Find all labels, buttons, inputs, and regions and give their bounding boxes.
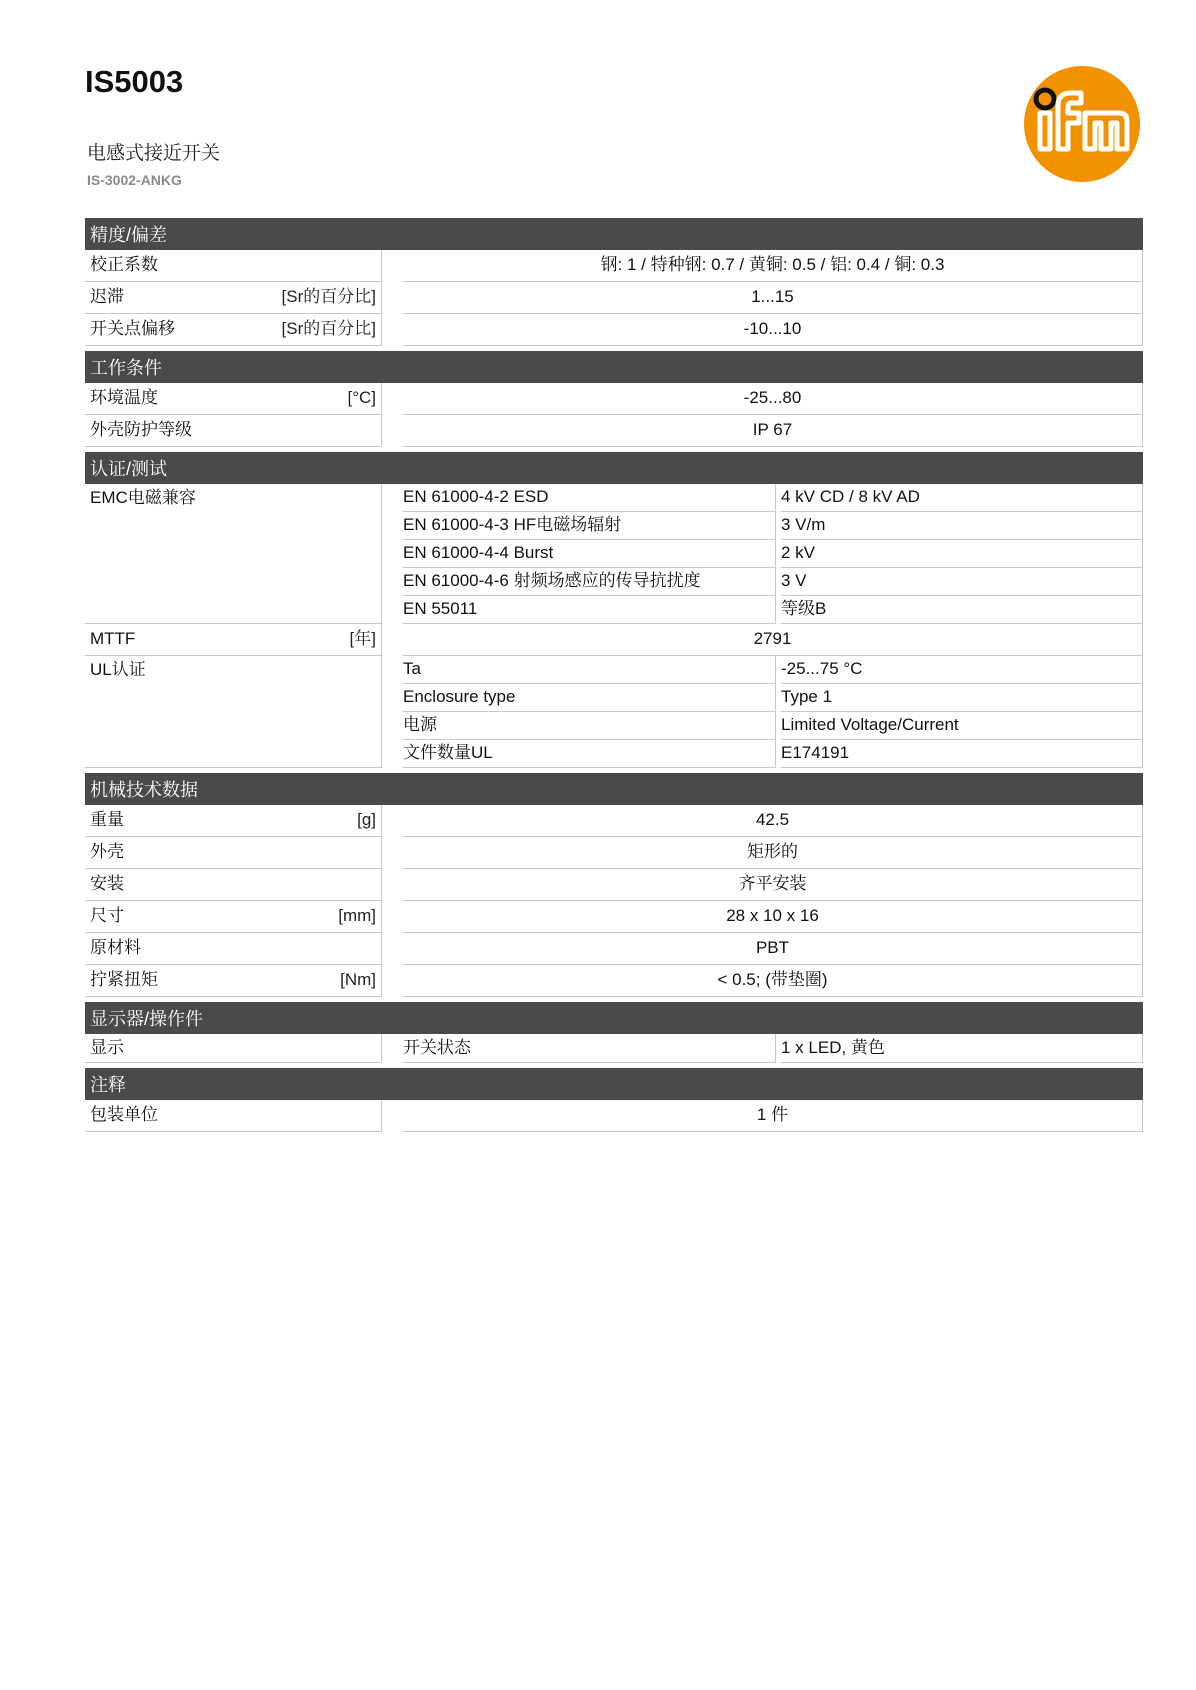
spec-row-weight [85,805,1143,837]
product-subtitle: 电感式接近开关 [87,143,221,164]
ul-row [403,712,1143,740]
unit-text: [Sr的百分比] [281,287,376,306]
spec-label [85,282,382,314]
spec-row-dimensions [85,901,1143,933]
display-row [403,1034,1143,1063]
label-text: UL认证 [90,660,146,679]
label-text: 尺寸 [90,906,124,925]
spec-label [85,933,382,965]
spec-table [85,218,1143,1132]
spec-row-ul [85,656,1143,768]
unit-text: [年] [349,629,376,648]
emc-row [403,596,1143,624]
spec-value: < 0.5; (带垫圈) [403,965,1143,997]
ul-item-name: Ta [403,656,776,684]
ul-item-value: Type 1 [781,684,1143,712]
label-text: 安装 [90,874,124,893]
spec-value: 钢: 1 / 特种钢: 0.7 / 黄铜: 0.5 / 铝: 0.4 / 铜: 0.3 [403,250,1143,282]
spec-label [85,314,382,346]
emc-row [403,540,1143,568]
emc-row [403,568,1143,596]
spec-value: 42.5 [403,805,1143,837]
emc-test-value: 等级B [781,596,1143,624]
ul-row [403,656,1143,684]
spec-label [85,1034,382,1063]
section-header-mechanical: 机械技术数据 [85,773,1143,805]
ul-row [403,740,1143,768]
label-text: 重量 [90,810,124,829]
section-header-operating: 工作条件 [85,351,1143,383]
spec-label [85,624,382,656]
emc-test-name: EN 61000-4-4 Burst [403,540,776,568]
spec-row-packaging-unit [85,1100,1143,1132]
emc-row [403,484,1143,512]
spec-label [85,901,382,933]
spec-value: 28 x 10 x 16 [403,901,1143,933]
spec-value: 1 件 [403,1100,1143,1132]
unit-text: [Sr的百分比] [281,319,376,338]
spec-label [85,656,382,768]
section-header-approvals: 认证/测试 [85,452,1143,484]
spec-label [85,837,382,869]
unit-text: [Nm] [340,970,376,989]
spec-value: 矩形的 [403,837,1143,869]
spec-value: IP 67 [403,415,1143,447]
spec-row-switch-point-drift [85,314,1143,346]
emc-test-value: 2 kV [781,540,1143,568]
emc-sub-table [403,484,1143,624]
display-item-value: 1 x LED, 黄色 [781,1034,1143,1063]
ul-item-name: Enclosure type [403,684,776,712]
ul-sub-table [403,656,1143,768]
spec-label [85,250,382,282]
ifm-logo [1023,65,1141,183]
spec-value: -25...80 [403,383,1143,415]
spec-row-display [85,1034,1143,1063]
label-text: 拧紧扭矩 [90,970,158,989]
label-text: 外壳 [90,842,124,861]
ul-item-value: Limited Voltage/Current [781,712,1143,740]
ul-item-value: -25...75 °C [781,656,1143,684]
spec-row-hysteresis [85,282,1143,314]
spec-label [85,869,382,901]
spec-value: PBT [403,933,1143,965]
spec-label [85,965,382,997]
display-sub-table [403,1034,1143,1063]
label-text: EMC电磁兼容 [90,488,196,507]
section-header-precision: 精度/偏差 [85,218,1143,250]
emc-test-name: EN 61000-4-3 HF电磁场辐射 [403,512,776,540]
emc-test-value: 3 V/m [781,512,1143,540]
spec-row-correction-factor [85,250,1143,282]
label-text: 外壳防护等级 [90,420,192,439]
spec-label [85,415,382,447]
spec-value: 齐平安装 [403,869,1143,901]
spec-row-mttf [85,624,1143,656]
spec-row-housing [85,837,1143,869]
emc-test-name: EN 61000-4-6 射频场感应的传导抗扰度 [403,568,776,596]
spec-label [85,805,382,837]
spec-row-mounting [85,869,1143,901]
label-text: 原材料 [90,938,141,957]
unit-text: [°C] [347,388,376,407]
emc-test-value: 4 kV CD / 8 kV AD [781,484,1143,512]
spec-value: -10...10 [403,314,1143,346]
label-text: 显示 [90,1038,124,1057]
label-text: 包装单位 [90,1105,158,1124]
label-text: MTTF [90,629,136,648]
spec-row-protection-rating [85,415,1143,447]
spec-label [85,1100,382,1132]
section-header-display: 显示器/操作件 [85,1002,1143,1034]
label-text: 环境温度 [90,388,158,407]
emc-row [403,512,1143,540]
spec-value: 1...15 [403,282,1143,314]
section-header-notes: 注释 [85,1068,1143,1100]
spec-row-emc [85,484,1143,624]
spec-label [85,383,382,415]
label-text: 开关点偏移 [90,319,175,338]
emc-test-name: EN 55011 [403,596,776,624]
ul-item-name: 文件数量UL [403,740,776,768]
product-code: IS-3002-ANKG [87,172,182,188]
label-text: 迟滞 [90,287,124,306]
spec-row-material [85,933,1143,965]
unit-text: [g] [357,810,376,829]
spec-label [85,484,382,624]
spec-value: 2791 [403,624,1143,656]
unit-text: [mm] [338,906,376,925]
ul-item-name: 电源 [403,712,776,740]
label-text: 校正系数 [90,255,158,274]
emc-test-value: 3 V [781,568,1143,596]
ul-item-value: E174191 [781,740,1143,768]
product-title: IS5003 [85,64,184,99]
spec-row-torque [85,965,1143,997]
display-item-name: 开关状态 [403,1034,776,1063]
ul-row [403,684,1143,712]
spec-row-ambient-temperature [85,383,1143,415]
emc-test-name: EN 61000-4-2 ESD [403,484,776,512]
